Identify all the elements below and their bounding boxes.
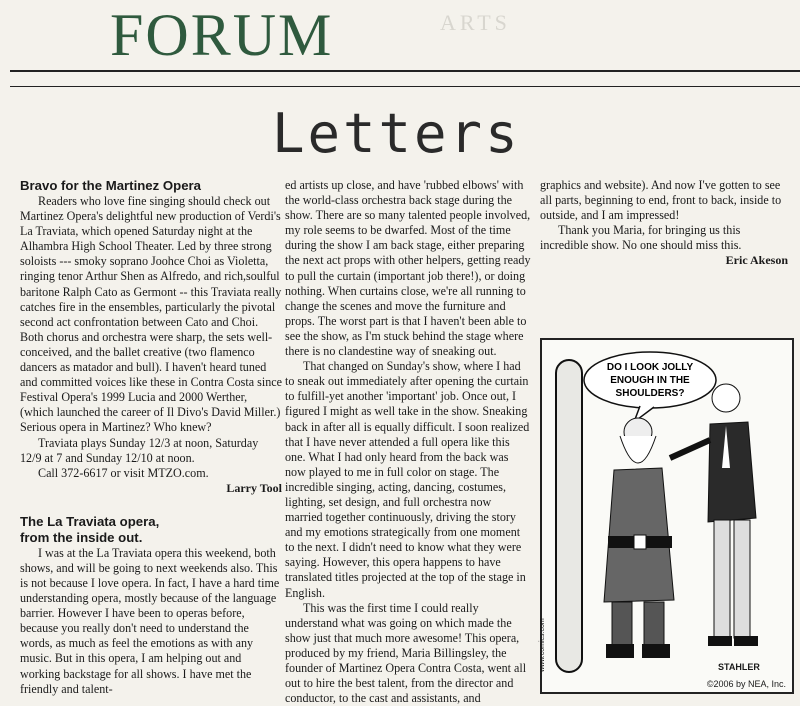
masthead: FORUM: [110, 2, 334, 68]
caption-line-3: SHOULDERS?: [615, 388, 685, 399]
cartoon: [540, 338, 794, 694]
letter-2-paragraph: ed artists up close, and have 'rubbed elbows' with the world-class orchestra back stage during the show. There are so many talented people involved, my role seems to be dwarfed. Most of the time during the show I am back stage, either preparing the next act props with other helpers, getting ready to pull the curtain (important job there!), or doing nothing. When curtains close, we're all running to change the scenes and move the furniture and props. The worst part is that I haven't been able to see the show, as I'm stuck behind the stage where there is no clandestine way of sneaking out.: [285, 178, 531, 359]
letter-2-headline: [20, 514, 282, 546]
ghost-text: ARTS: [440, 10, 511, 35]
letter-2-paragraph: graphics and website). And now I've gotten to see all parts, beginning to end, front to back, inside to outside, and I am impressed!: [540, 178, 782, 223]
letter-2-headline-line2: from the inside out.: [20, 529, 143, 545]
letter-2-signature: Eric Akeson: [725, 253, 788, 268]
letter-2-paragraph: I was at the La Traviata opera this weekend, both shows, and will be going to next weekends also. This is not because I love opera. In fact, I have a hard time understanding opera, mostly because of the language barrier. However I have been to operas before, because you really don't need to understand the words, as much as feel the emotions as with any music. But in this opera, I am helping out and working backstage for all shows. I have met the friendly and talent-: [20, 545, 280, 696]
caption-line-1: DO I LOOK JOLLY: [606, 362, 694, 373]
letter-1-paragraph: Call 372-6617 or visit MTZO.com.: [38, 465, 209, 480]
cartoon-drawing: [542, 340, 792, 692]
column-2: [285, 178, 531, 706]
letter-2-paragraph: That changed on Sunday's show, where I had to sneak out immediately after opening the curtain to fulfill-yet another 'important' job. Once out, I figured I might as well take in the show. Sneaking back in after all is equally difficult. I soon realized that I have never attended a full opera like this one. What I had only heard from the back was now played to me in full color on stage. The incredible singing, acting, dancing, costumes, lighting, set design, and full orchestra now married together continuously, driving the story and my emotions strategically from one moment to the next. I didn't need to know what they were saying. However, this opera happens to have translated titles projected at the top of the stage in English.: [285, 359, 530, 600]
cartoon-artist: STAHLER: [718, 662, 760, 672]
mirror: [556, 360, 582, 672]
letter-2-headline-line1: The La Traviata opera,: [20, 513, 160, 529]
cartoon-copyright: ©2006 by NEA, Inc.: [706, 679, 786, 689]
santa-figure: [604, 418, 674, 658]
masthead-rule-thin: [10, 86, 800, 87]
letter-1-paragraph: Traviata plays Sunday 12/3 at noon, Saturday 12/9 at 7 and Sunday 12/10 at noon.: [20, 435, 259, 465]
letter-1-paragraph: Readers who love fine singing should check out Martinez Opera's delightful new production of Verdi's La Traviata, which opened Saturday night at the Alhambra High School Theater. Led by three strong soloists --- smoky soprano Joohce Choi as Violetta, ringing tenor Arthur Shen as Alfredo, and rich,soulful baritone Ralph Cato as Germont -- this Traviata really catches fire in the ensembles, particularly the pivotal second act confrontation between Cato and Choi. Both chorus and orchestra were sharp, the sets well-conceived, and the ballet creative (two flamenco dancers as matador and bull). I haven't heard tuned and committed voices like these in Contra Costa since Festival Opera's 1999 Lucia and 2000 Werther, (which launched the career of Il Divo's David Miller.) Serious opera in Martinez? Who knew?: [20, 194, 282, 435]
section-title: Letters: [272, 102, 521, 165]
letter-2-paragraph: This was the first time I could really understand what was going on which made the show just that much more awesome! This opera, produced by my friend, Maria Billingsley, the founder of Martinez Opera Contra Costa, went all out to hire the best talent, from the director and conductor, to the cast and assistants, and: [285, 600, 527, 706]
caption-line-2: ENOUGH IN THE: [610, 375, 690, 386]
letter-1-headline: Bravo for the Martinez Opera: [20, 178, 201, 193]
tailor-figure: [670, 384, 758, 646]
cartoon-url: www.comics.com: [539, 618, 546, 672]
column-3: [540, 178, 788, 268]
letter-1-signature: Larry Tool: [226, 480, 282, 495]
column-1: [20, 178, 282, 697]
letter-2-paragraph: Thank you Maria, for bringing us this incredible show. No one should miss this.: [540, 223, 742, 253]
masthead-rule: [10, 70, 800, 72]
